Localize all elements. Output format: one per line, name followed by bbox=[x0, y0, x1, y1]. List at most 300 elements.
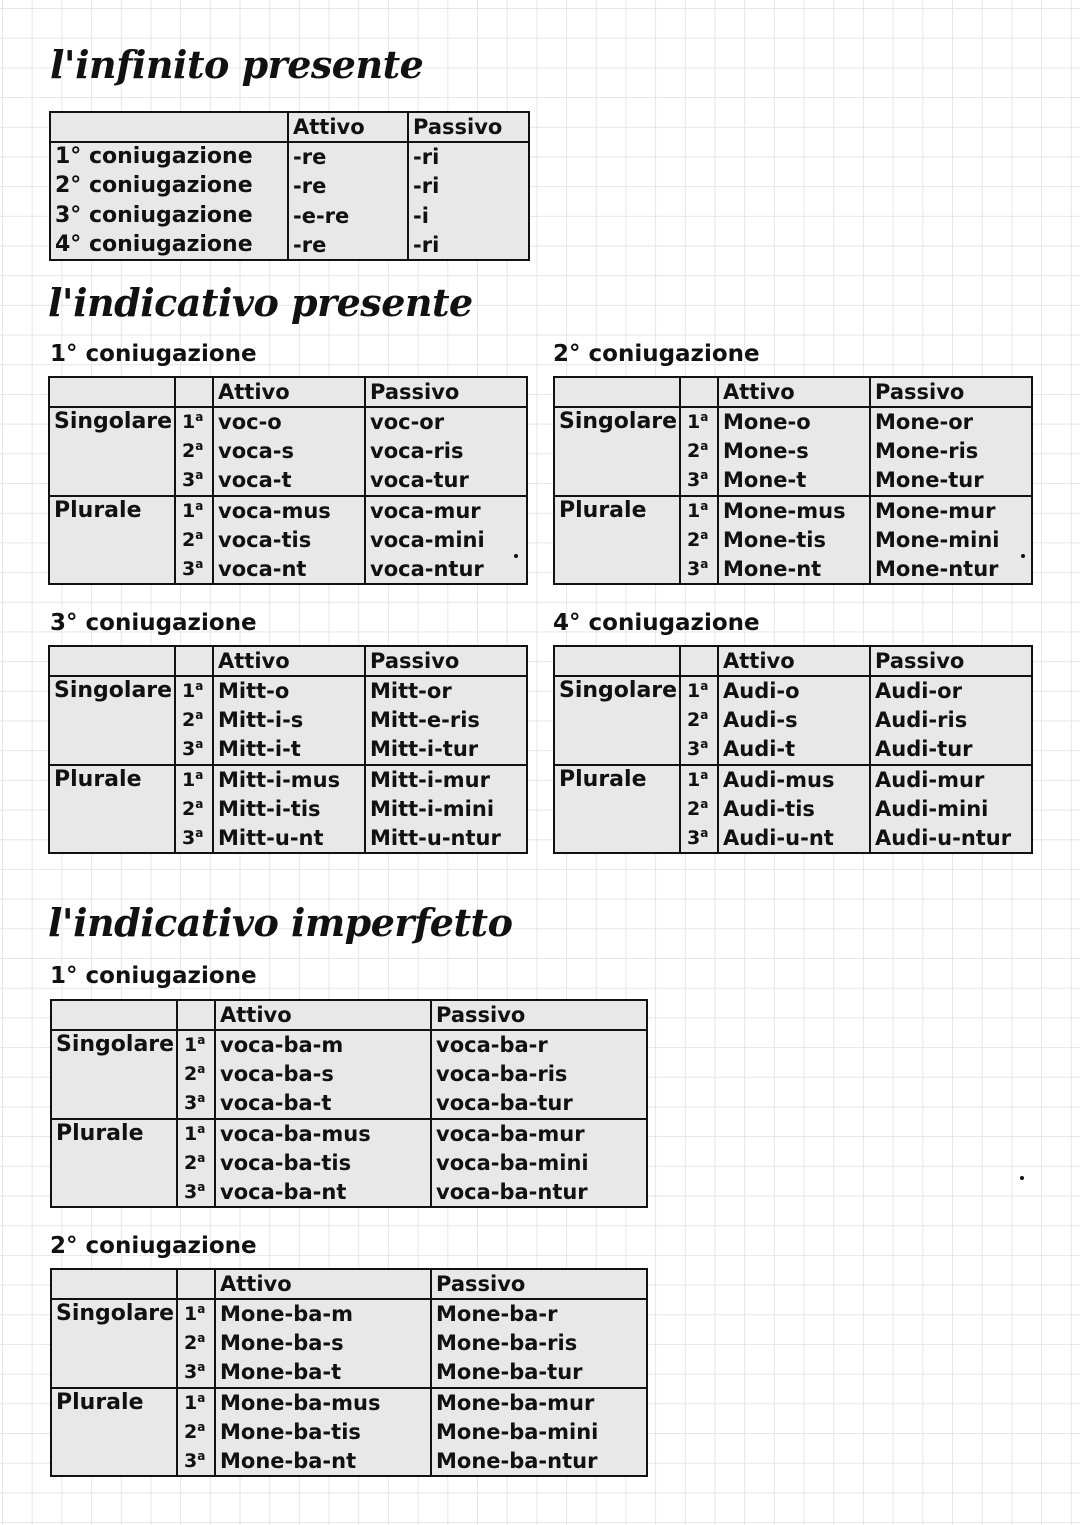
person-number: 2 bbox=[182, 440, 196, 463]
person-cell bbox=[680, 525, 718, 555]
corner-cell bbox=[554, 646, 680, 676]
attivo-cell: voca-ba-t bbox=[215, 1089, 431, 1119]
person-ordinal-mark: a bbox=[700, 410, 709, 425]
conj-header-row bbox=[554, 377, 1032, 407]
person-ordinal-mark: a bbox=[700, 737, 709, 752]
number-cell bbox=[51, 1119, 177, 1149]
infinito-row bbox=[50, 231, 529, 261]
person-header-cell bbox=[175, 646, 213, 676]
number-cell bbox=[554, 555, 680, 585]
number-cell bbox=[51, 1329, 177, 1359]
person-number: 1 bbox=[184, 1303, 198, 1326]
person-ordinal-mark: a bbox=[700, 556, 709, 571]
attivo-cell: Mone-tis bbox=[718, 525, 870, 555]
attivo-cell: Mitt-i-tis bbox=[213, 794, 365, 824]
attivo-cell: Audi-tis bbox=[718, 794, 870, 824]
attivo-cell: Mitt-o bbox=[213, 676, 365, 706]
number-label-singolare: Singolare bbox=[559, 409, 678, 435]
person-ordinal-mark: a bbox=[197, 1390, 206, 1405]
number-cell bbox=[49, 765, 175, 795]
person-ordinal-mark: a bbox=[700, 468, 709, 483]
passivo-cell: voca-tur bbox=[365, 466, 527, 496]
person-cell bbox=[175, 794, 213, 824]
imperfetto-c1-title: 1° coniugazione bbox=[50, 963, 257, 989]
person-ordinal-mark: a bbox=[700, 439, 709, 454]
person-header-cell bbox=[177, 1269, 215, 1299]
presente-c4-table bbox=[553, 645, 1033, 854]
conj-row bbox=[51, 1358, 647, 1388]
number-cell bbox=[49, 525, 175, 555]
conj-row bbox=[49, 466, 527, 496]
person-number: 1 bbox=[182, 411, 196, 434]
person-number: 1 bbox=[687, 499, 701, 522]
heading-indicativo-imperfetto: l'indicativo imperfetto bbox=[48, 900, 513, 945]
person-cell bbox=[177, 1358, 215, 1388]
imperfetto-c1-table bbox=[50, 999, 648, 1208]
person-number: 2 bbox=[687, 528, 701, 551]
person-number: 3 bbox=[687, 826, 701, 849]
attivo-cell: voca-t bbox=[213, 466, 365, 496]
number-cell bbox=[51, 1178, 177, 1208]
attivo-cell: Mone-ba-nt bbox=[215, 1447, 431, 1477]
person-number: 3 bbox=[182, 826, 196, 849]
person-cell bbox=[175, 496, 213, 526]
passivo-cell: voc-or bbox=[365, 407, 527, 437]
person-cell bbox=[680, 496, 718, 526]
number-cell bbox=[51, 1148, 177, 1178]
attivo-cell: voca-ba-m bbox=[215, 1030, 431, 1060]
person-number: 2 bbox=[182, 709, 196, 732]
number-cell bbox=[554, 525, 680, 555]
person-cell bbox=[177, 1148, 215, 1178]
number-cell bbox=[554, 824, 680, 854]
person-ordinal-mark: a bbox=[195, 439, 204, 454]
passivo-cell: Audi-mur bbox=[870, 765, 1032, 795]
person-number: 1 bbox=[184, 1034, 198, 1057]
attivo-cell: Mone-ba-mus bbox=[215, 1388, 431, 1418]
passivo-cell: voca-ris bbox=[365, 437, 527, 467]
person-cell bbox=[177, 1060, 215, 1090]
person-number: 3 bbox=[184, 1449, 198, 1472]
attivo-cell: voca-ba-tis bbox=[215, 1148, 431, 1178]
attivo-cell: Mitt-i-mus bbox=[213, 765, 365, 795]
person-ordinal-mark: a bbox=[197, 1033, 206, 1048]
infinito-corner-cell bbox=[50, 112, 288, 142]
number-cell bbox=[51, 1358, 177, 1388]
attivo-cell: Audi-s bbox=[718, 706, 870, 736]
col-header-attivo: Attivo bbox=[215, 1000, 431, 1030]
number-label-plurale: Plurale bbox=[54, 497, 142, 523]
person-number: 2 bbox=[184, 1063, 198, 1086]
col-header-attivo: Attivo bbox=[213, 646, 365, 676]
passivo-cell: voca-ba-ris bbox=[431, 1060, 647, 1090]
infinito-row-label: 2° coniugazione bbox=[55, 173, 253, 199]
infinito-passivo-cell: -ri bbox=[408, 142, 529, 172]
person-ordinal-mark: a bbox=[195, 556, 204, 571]
conj-row bbox=[51, 1329, 647, 1359]
person-ordinal-mark: a bbox=[197, 1448, 206, 1463]
person-ordinal-mark: a bbox=[700, 708, 709, 723]
person-cell bbox=[177, 1417, 215, 1447]
number-cell bbox=[554, 407, 680, 437]
conj-row bbox=[554, 437, 1032, 467]
person-number: 3 bbox=[184, 1092, 198, 1115]
col-header-attivo: Attivo bbox=[718, 377, 870, 407]
number-label-singolare: Singolare bbox=[559, 678, 678, 704]
person-number: 2 bbox=[182, 797, 196, 820]
person-ordinal-mark: a bbox=[197, 1419, 206, 1434]
person-ordinal-mark: a bbox=[197, 1360, 206, 1375]
number-cell bbox=[51, 1299, 177, 1329]
attivo-cell: voca-mus bbox=[213, 496, 365, 526]
attivo-cell: Mitt-i-s bbox=[213, 706, 365, 736]
col-header-passivo: Passivo bbox=[431, 1000, 647, 1030]
person-cell bbox=[177, 1119, 215, 1149]
number-cell bbox=[554, 794, 680, 824]
col-header-passivo: Passivo bbox=[431, 1269, 647, 1299]
person-cell bbox=[175, 676, 213, 706]
attivo-cell: voca-ba-s bbox=[215, 1060, 431, 1090]
corner-cell bbox=[554, 377, 680, 407]
number-cell bbox=[554, 706, 680, 736]
person-ordinal-mark: a bbox=[197, 1179, 206, 1194]
number-cell bbox=[49, 676, 175, 706]
attivo-cell: Mone-o bbox=[718, 407, 870, 437]
conj-row bbox=[49, 496, 527, 526]
passivo-cell: Mone-ntur bbox=[870, 555, 1032, 585]
attivo-cell: voc-o bbox=[213, 407, 365, 437]
person-cell bbox=[680, 407, 718, 437]
person-cell bbox=[680, 706, 718, 736]
passivo-cell: voca-ba-mur bbox=[431, 1119, 647, 1149]
person-number: 1 bbox=[182, 768, 196, 791]
number-cell bbox=[49, 735, 175, 765]
attivo-cell: Mone-ba-t bbox=[215, 1358, 431, 1388]
col-header-passivo: Passivo bbox=[870, 377, 1032, 407]
conj-row bbox=[49, 794, 527, 824]
number-cell bbox=[51, 1089, 177, 1119]
number-label-plurale: Plurale bbox=[56, 1120, 144, 1146]
infinito-attivo-cell: -re bbox=[288, 231, 408, 261]
passivo-cell: Mitt-i-mini bbox=[365, 794, 527, 824]
infinito-row bbox=[50, 201, 529, 231]
conj-row bbox=[49, 555, 527, 585]
attivo-cell: Mone-t bbox=[718, 466, 870, 496]
passivo-cell: voca-ntur bbox=[365, 555, 527, 585]
person-cell bbox=[175, 555, 213, 585]
person-ordinal-mark: a bbox=[195, 527, 204, 542]
passivo-cell: Mitt-u-ntur bbox=[365, 824, 527, 854]
corner-cell bbox=[51, 1000, 177, 1030]
passivo-cell: Mone-ba-ris bbox=[431, 1329, 647, 1359]
number-cell bbox=[49, 555, 175, 585]
conj-row bbox=[554, 676, 1032, 706]
infinito-header-row bbox=[50, 112, 529, 142]
number-cell bbox=[554, 676, 680, 706]
infinito-attivo-cell: -re bbox=[288, 172, 408, 202]
passivo-cell: voca-ba-r bbox=[431, 1030, 647, 1060]
person-number: 3 bbox=[184, 1361, 198, 1384]
conj-row bbox=[49, 676, 527, 706]
number-cell bbox=[554, 765, 680, 795]
passivo-cell: Mitt-e-ris bbox=[365, 706, 527, 736]
person-cell bbox=[175, 407, 213, 437]
person-cell bbox=[175, 824, 213, 854]
pen-dot bbox=[1020, 1176, 1024, 1180]
infinito-row-label: 3° coniugazione bbox=[55, 202, 253, 228]
conj-row bbox=[51, 1388, 647, 1418]
passivo-cell: Audi-mini bbox=[870, 794, 1032, 824]
person-cell bbox=[177, 1329, 215, 1359]
passivo-cell: Mone-ba-r bbox=[431, 1299, 647, 1329]
person-cell bbox=[175, 706, 213, 736]
number-label-singolare: Singolare bbox=[54, 678, 173, 704]
passivo-cell: Mone-ba-mini bbox=[431, 1417, 647, 1447]
person-number: 1 bbox=[687, 411, 701, 434]
number-cell bbox=[49, 794, 175, 824]
infinito-attivo-cell: -e-re bbox=[288, 201, 408, 231]
person-number: 2 bbox=[687, 440, 701, 463]
col-header-attivo: Attivo bbox=[718, 646, 870, 676]
infinito-passivo-cell: -ri bbox=[408, 172, 529, 202]
number-cell bbox=[51, 1447, 177, 1477]
person-number: 1 bbox=[184, 1391, 198, 1414]
attivo-cell: voca-ba-mus bbox=[215, 1119, 431, 1149]
number-label-plurale: Plurale bbox=[559, 766, 647, 792]
infinito-attivo-cell: -re bbox=[288, 142, 408, 172]
person-number: 3 bbox=[687, 557, 701, 580]
presente-c4-title: 4° coniugazione bbox=[553, 610, 760, 636]
conj-row bbox=[554, 466, 1032, 496]
number-cell bbox=[554, 466, 680, 496]
number-cell bbox=[51, 1417, 177, 1447]
number-cell bbox=[51, 1060, 177, 1090]
col-header-attivo: Attivo bbox=[215, 1269, 431, 1299]
conj-row bbox=[51, 1060, 647, 1090]
number-cell bbox=[49, 437, 175, 467]
passivo-cell: voca-mini bbox=[365, 525, 527, 555]
person-number: 2 bbox=[687, 797, 701, 820]
passivo-cell: Audi-ris bbox=[870, 706, 1032, 736]
person-number: 2 bbox=[182, 528, 196, 551]
attivo-cell: voca-s bbox=[213, 437, 365, 467]
person-cell bbox=[680, 794, 718, 824]
passivo-cell: Mone-mini bbox=[870, 525, 1032, 555]
attivo-cell: Mone-ba-tis bbox=[215, 1417, 431, 1447]
conj-row bbox=[49, 735, 527, 765]
presente-c1-table bbox=[48, 376, 528, 585]
passivo-cell: Mitt-i-tur bbox=[365, 735, 527, 765]
conj-row bbox=[51, 1119, 647, 1149]
infinito-row-label: 1° coniugazione bbox=[55, 144, 253, 170]
corner-cell bbox=[49, 377, 175, 407]
passivo-cell: Mone-tur bbox=[870, 466, 1032, 496]
conj-row bbox=[49, 706, 527, 736]
person-ordinal-mark: a bbox=[700, 796, 709, 811]
conj-row bbox=[554, 706, 1032, 736]
person-ordinal-mark: a bbox=[197, 1091, 206, 1106]
person-number: 1 bbox=[687, 680, 701, 703]
person-number: 3 bbox=[182, 469, 196, 492]
person-cell bbox=[175, 525, 213, 555]
col-header-attivo: Attivo bbox=[213, 377, 365, 407]
attivo-cell: voca-tis bbox=[213, 525, 365, 555]
number-label-plurale: Plurale bbox=[54, 766, 142, 792]
passivo-cell: Mone-or bbox=[870, 407, 1032, 437]
person-cell bbox=[177, 1030, 215, 1060]
person-cell bbox=[175, 765, 213, 795]
person-ordinal-mark: a bbox=[197, 1302, 206, 1317]
person-ordinal-mark: a bbox=[195, 708, 204, 723]
conj-row bbox=[51, 1447, 647, 1477]
attivo-cell: Mitt-i-t bbox=[213, 735, 365, 765]
passivo-cell: Mone-ba-ntur bbox=[431, 1447, 647, 1477]
presente-c3-table bbox=[48, 645, 528, 854]
number-cell bbox=[49, 496, 175, 526]
number-cell bbox=[49, 824, 175, 854]
person-cell bbox=[175, 735, 213, 765]
conj-row bbox=[51, 1089, 647, 1119]
conj-row bbox=[49, 525, 527, 555]
conj-row bbox=[51, 1178, 647, 1208]
attivo-cell: voca-ba-nt bbox=[215, 1178, 431, 1208]
number-cell bbox=[49, 407, 175, 437]
person-number: 1 bbox=[182, 680, 196, 703]
conj-row bbox=[49, 824, 527, 854]
heading-infinito-presente: l'infinito presente bbox=[50, 42, 424, 87]
passivo-cell: Mitt-or bbox=[365, 676, 527, 706]
person-cell bbox=[177, 1388, 215, 1418]
number-label-singolare: Singolare bbox=[56, 1032, 175, 1058]
number-label-singolare: Singolare bbox=[54, 409, 173, 435]
person-cell bbox=[680, 676, 718, 706]
attivo-cell: Mitt-u-nt bbox=[213, 824, 365, 854]
conj-row bbox=[554, 765, 1032, 795]
conj-row bbox=[554, 794, 1032, 824]
number-label-plurale: Plurale bbox=[56, 1389, 144, 1415]
passivo-cell: Mone-ba-tur bbox=[431, 1358, 647, 1388]
infinito-passivo-cell: -ri bbox=[408, 231, 529, 261]
infinito-row-label: 4° coniugazione bbox=[55, 231, 253, 257]
number-cell bbox=[49, 706, 175, 736]
passivo-cell: Mone-ris bbox=[870, 437, 1032, 467]
person-cell bbox=[680, 824, 718, 854]
person-cell bbox=[175, 466, 213, 496]
conj-row bbox=[51, 1299, 647, 1329]
person-number: 3 bbox=[687, 738, 701, 761]
presente-c3-title: 3° coniugazione bbox=[50, 610, 257, 636]
person-ordinal-mark: a bbox=[700, 825, 709, 840]
number-cell bbox=[554, 437, 680, 467]
person-ordinal-mark: a bbox=[197, 1331, 206, 1346]
conj-row bbox=[554, 735, 1032, 765]
conj-row bbox=[49, 407, 527, 437]
person-ordinal-mark: a bbox=[195, 825, 204, 840]
passivo-cell: Audi-u-ntur bbox=[870, 824, 1032, 854]
person-cell bbox=[175, 437, 213, 467]
corner-cell bbox=[51, 1269, 177, 1299]
person-number: 3 bbox=[687, 469, 701, 492]
attivo-cell: Mone-ba-m bbox=[215, 1299, 431, 1329]
person-ordinal-mark: a bbox=[700, 498, 709, 513]
person-ordinal-mark: a bbox=[197, 1121, 206, 1136]
person-number: 2 bbox=[184, 1420, 198, 1443]
conj-row bbox=[49, 765, 527, 795]
passivo-cell: voca-ba-ntur bbox=[431, 1178, 647, 1208]
person-ordinal-mark: a bbox=[195, 410, 204, 425]
person-cell bbox=[177, 1299, 215, 1329]
person-ordinal-mark: a bbox=[197, 1062, 206, 1077]
person-ordinal-mark: a bbox=[195, 737, 204, 752]
person-ordinal-mark: a bbox=[195, 767, 204, 782]
conj-header-row bbox=[51, 1000, 647, 1030]
person-ordinal-mark: a bbox=[700, 679, 709, 694]
passivo-cell: Mone-ba-mur bbox=[431, 1388, 647, 1418]
infinito-table bbox=[49, 111, 530, 261]
presente-c2-table bbox=[553, 376, 1033, 585]
attivo-cell: Audi-mus bbox=[718, 765, 870, 795]
person-cell bbox=[177, 1178, 215, 1208]
imperfetto-c2-title: 2° coniugazione bbox=[50, 1233, 257, 1259]
infinito-passivo-cell: -i bbox=[408, 201, 529, 231]
passivo-cell: voca-mur bbox=[365, 496, 527, 526]
number-cell bbox=[554, 735, 680, 765]
infinito-col-passivo: Passivo bbox=[408, 112, 529, 142]
number-cell bbox=[51, 1030, 177, 1060]
infinito-col-attivo: Attivo bbox=[288, 112, 408, 142]
attivo-cell: Audi-o bbox=[718, 676, 870, 706]
person-cell bbox=[680, 466, 718, 496]
person-header-cell bbox=[680, 377, 718, 407]
imperfetto-c2-table bbox=[50, 1268, 648, 1477]
conj-row bbox=[49, 437, 527, 467]
conj-header-row bbox=[49, 646, 527, 676]
pen-dot bbox=[1021, 554, 1025, 558]
attivo-cell: Audi-u-nt bbox=[718, 824, 870, 854]
presente-c1-title: 1° coniugazione bbox=[50, 341, 257, 367]
conj-row bbox=[51, 1148, 647, 1178]
person-cell bbox=[680, 437, 718, 467]
passivo-cell: Mone-mur bbox=[870, 496, 1032, 526]
conj-row bbox=[554, 407, 1032, 437]
conj-row bbox=[554, 496, 1032, 526]
person-number: 1 bbox=[182, 499, 196, 522]
col-header-passivo: Passivo bbox=[365, 377, 527, 407]
infinito-row bbox=[50, 142, 529, 172]
person-number: 2 bbox=[184, 1151, 198, 1174]
conj-row bbox=[51, 1417, 647, 1447]
person-cell bbox=[680, 555, 718, 585]
col-header-passivo: Passivo bbox=[870, 646, 1032, 676]
number-cell bbox=[49, 466, 175, 496]
number-cell bbox=[554, 496, 680, 526]
attivo-cell: Mone-mus bbox=[718, 496, 870, 526]
col-header-passivo: Passivo bbox=[365, 646, 527, 676]
attivo-cell: Mone-nt bbox=[718, 555, 870, 585]
person-cell bbox=[680, 735, 718, 765]
presente-c2-title: 2° coniugazione bbox=[553, 341, 760, 367]
person-number: 3 bbox=[182, 557, 196, 580]
attivo-cell: Mone-ba-s bbox=[215, 1329, 431, 1359]
passivo-cell: voca-ba-tur bbox=[431, 1089, 647, 1119]
person-number: 2 bbox=[184, 1332, 198, 1355]
attivo-cell: Mone-s bbox=[718, 437, 870, 467]
conj-row bbox=[554, 525, 1032, 555]
person-number: 2 bbox=[687, 709, 701, 732]
infinito-row bbox=[50, 172, 529, 202]
conj-row bbox=[554, 824, 1032, 854]
conj-header-row bbox=[49, 377, 527, 407]
